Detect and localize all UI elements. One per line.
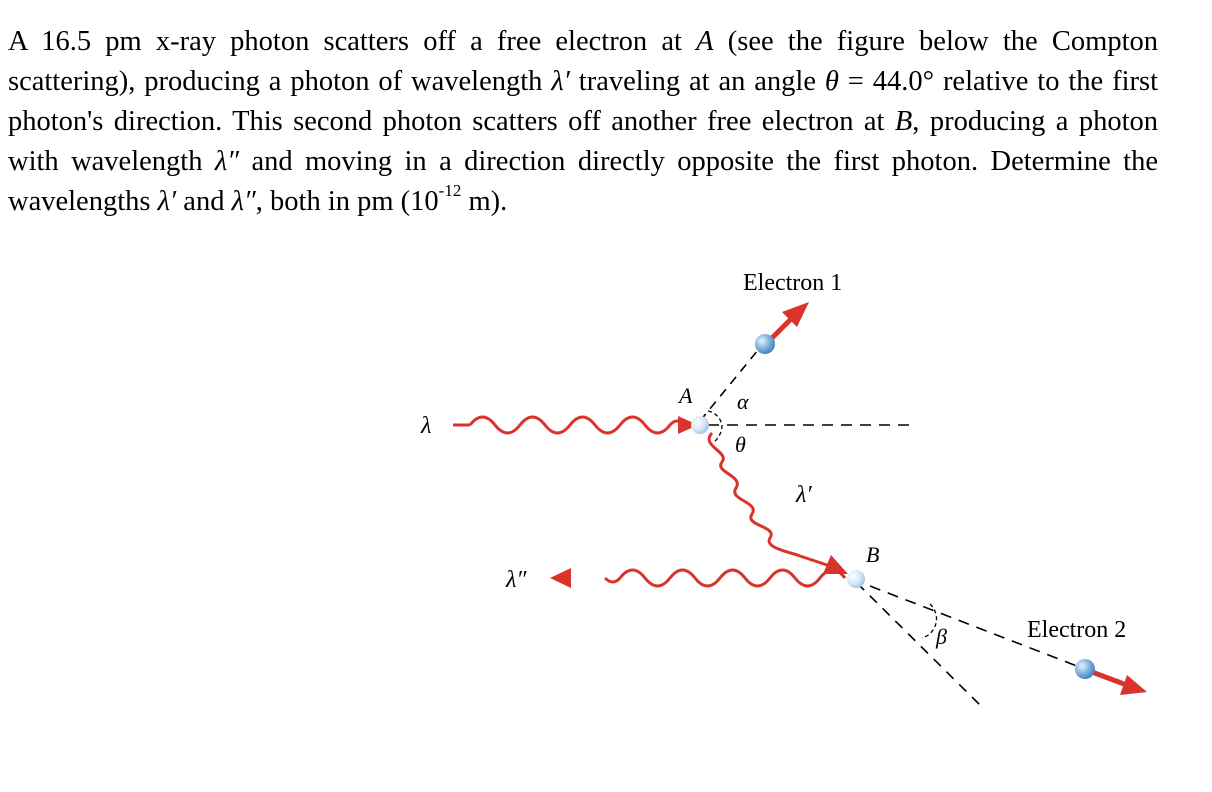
problem-text-5c: m). xyxy=(461,186,508,217)
beta-label: β xyxy=(936,624,947,649)
problem-lambda-prime-2: λ′ xyxy=(157,186,177,217)
electron-b-initial xyxy=(847,570,865,588)
scattered-photon-wave xyxy=(709,433,800,556)
theta-arc xyxy=(714,425,722,442)
problem-lambda-double-2: λ″ xyxy=(231,186,256,217)
backscattered-photon-arrowhead xyxy=(550,568,571,588)
problem-exponent: -12 xyxy=(438,181,462,200)
electron2-arrowhead xyxy=(1120,675,1147,695)
incident-photon-wave xyxy=(470,417,684,433)
problem-text-5a: first photon. Determine the wavelengths xyxy=(8,146,1158,217)
problem-text-3b: , xyxy=(912,106,920,137)
lambda-label: λ xyxy=(421,413,432,439)
electron2-label: Electron 2 xyxy=(1027,617,1127,643)
problem-point-b: B xyxy=(894,106,913,137)
problem-text-2b: traveling at an angle xyxy=(569,66,825,97)
problem-point-a: A xyxy=(696,26,714,57)
scattered-photon-lead xyxy=(800,556,830,566)
electron-2 xyxy=(1075,659,1095,679)
problem-text-1b: (see the figure below the Compton xyxy=(713,26,1158,57)
electron2-recoil-arrow xyxy=(1092,672,1124,684)
problem-text-5b: , both in pm (10 xyxy=(255,186,439,217)
problem-lambda-prime: λ′ xyxy=(551,66,570,97)
theta-label: θ xyxy=(735,432,746,457)
dashed-electron1-path xyxy=(700,350,758,421)
alpha-label: α xyxy=(737,389,749,414)
problem-theta: θ xyxy=(824,66,839,97)
problem-lambda-double: λ″ xyxy=(214,146,240,177)
electron-a-initial xyxy=(691,416,709,434)
problem-text-2c: = 44.0° relative to xyxy=(838,66,1060,97)
electron-1 xyxy=(755,334,775,354)
point-b-label: B xyxy=(866,542,880,567)
problem-text-5and: and xyxy=(176,186,232,217)
backscattered-photon-wave xyxy=(605,570,845,586)
lambda-prime-label: λ′ xyxy=(796,482,812,508)
problem-text-4a: producing a photon with wavelength xyxy=(8,106,1158,177)
dashed-b-extension xyxy=(857,583,980,705)
problem-text-2a: scattering), producing a photon of wavelength xyxy=(8,66,552,97)
problem-text-3a: the first photon's direction. This second photon scatters off another free electron at xyxy=(8,66,1159,137)
lambda-double-label: λ″ xyxy=(506,567,527,593)
alpha-arc xyxy=(708,411,722,425)
electron1-recoil-arrow xyxy=(770,318,792,340)
electron1-label: Electron 1 xyxy=(743,270,843,296)
point-a-label: A xyxy=(679,383,693,408)
problem-text-1a: A 16.5 pm x-ray photon scatters off a free electron at xyxy=(8,26,697,57)
problem-text-4b: and moving in a direction directly opposite the xyxy=(239,146,822,177)
